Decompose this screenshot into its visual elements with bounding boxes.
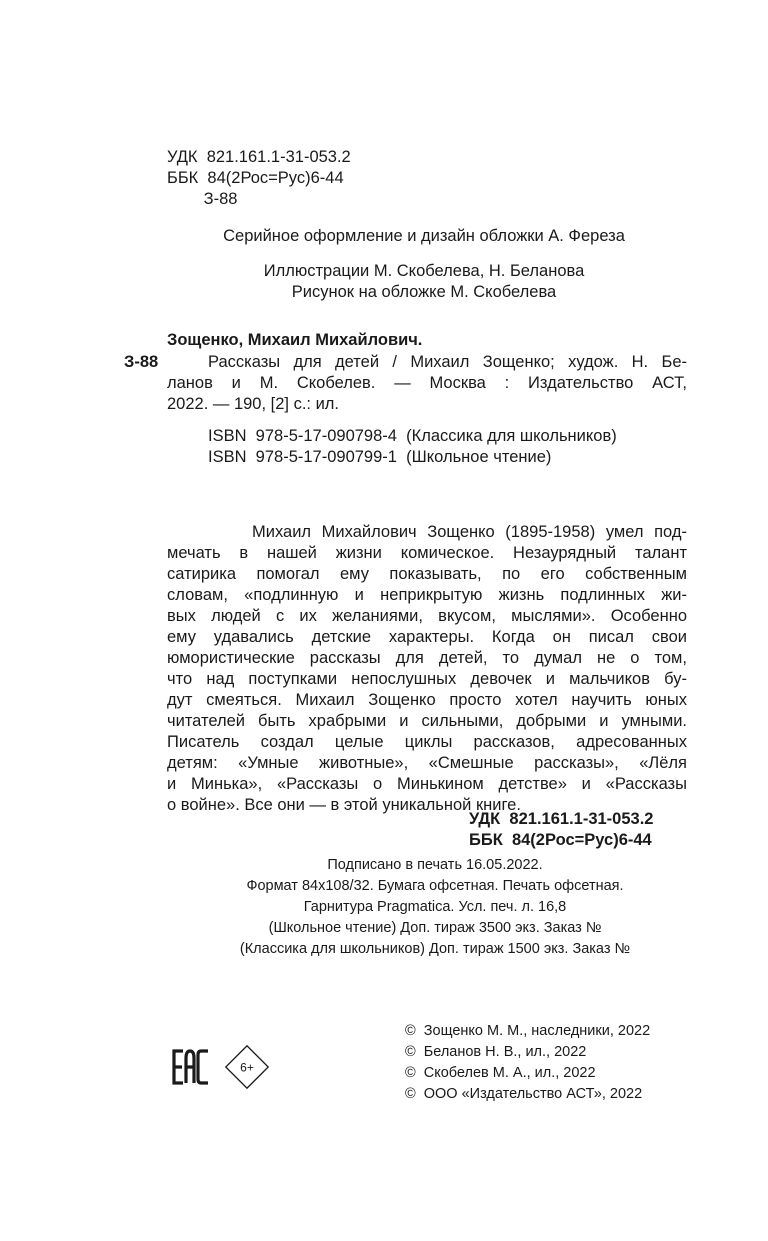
copyright-line: © Скобелев М. А., ил., 2022	[405, 1065, 596, 1081]
annotation-line: читателей быть храбрыми и сильными, добрыми и умными.	[167, 712, 687, 730]
copyright-line: © Беланов Н. В., ил., 2022	[405, 1044, 587, 1060]
isbn-line: ISBN 978-5-17-090799-1 (Школьное чтение)	[208, 448, 552, 466]
imprint-line: (Классика для школьников) Доп. тираж 1500 экз. Заказ №	[239, 941, 631, 957]
bbk-line-bottom: ББК 84(2Рос=Рус)6-44	[469, 831, 652, 849]
annotation-line: сатирика помогал ему показывать, по его собственным	[167, 565, 687, 583]
copyright-block	[405, 1021, 650, 1105]
udk-line-bottom: УДК 821.161.1-31-053.2	[469, 810, 654, 828]
annotation-line: вых людей с их желаниями, вкусом, мыслями». Особенно	[167, 607, 687, 625]
isbn-block	[208, 426, 617, 468]
imprint-line: Гарнитура Pragmatica. Усл. печ. л. 16,8	[303, 899, 567, 915]
bib-line: ланов и М. Скобелев. — Москва : Издательство АСТ,	[167, 374, 687, 392]
imprint-block	[188, 855, 682, 960]
illustration-credits	[0, 261, 768, 303]
author-heading: Зощенко, Михаил Михайлович.	[167, 331, 423, 349]
annotation-line: и Минька», «Рассказы о Минькином детстве» и «Рассказы	[167, 775, 687, 793]
annotation-line: что над поступками непослушных девочек и мальчиков бу-	[167, 670, 687, 688]
imprint-line: Формат 84x108/32. Бумага офсетная. Печать офсетная.	[246, 878, 624, 894]
annotation-line: юмористические рассказы для детей, то думал не о том,	[167, 649, 687, 667]
annotation-line: дут смеяться. Михаил Зощенко просто хотел научить юных	[167, 691, 687, 709]
udk-block-top	[167, 147, 351, 210]
author-mark-line: З-88	[167, 190, 238, 208]
annotation-line: ему удавались детские характеры. Когда он писал свои	[167, 628, 687, 646]
bbk-line: ББК 84(2Рос=Рус)6-44	[167, 169, 344, 187]
eac-logo-icon	[172, 1048, 212, 1091]
cover-drawing-line: Рисунок на обложке М. Скобелева	[291, 283, 557, 301]
annotation-line: Михаил Михайлович Зощенко (1895-1958) умел под-	[167, 523, 687, 541]
age-rating-text: 6+	[240, 1060, 254, 1075]
copyright-line: © ООО «Издательство АСТ», 2022	[405, 1086, 643, 1102]
design-credit: Серийное оформление и дизайн обложки А. Фереза	[223, 227, 625, 245]
author-mark: З-88	[124, 353, 159, 371]
annotation-line: словам, «подлинную и неприкрытую жизнь подлинных жи-	[167, 586, 687, 604]
copyright-line: © Зощенко М. М., наследники, 2022	[405, 1023, 651, 1039]
isbn-line: ISBN 978-5-17-090798-4 (Классика для школьников)	[208, 427, 617, 445]
annotation-line: детям: «Умные животные», «Смешные рассказы», «Лёля	[167, 754, 687, 772]
annotation-line: о войне». Все они — в этой уникальной книге.	[167, 796, 521, 814]
annotation-line: мечать в нашей жизни комическое. Незаурядный талант	[167, 544, 687, 562]
illustrations-line: Иллюстрации М. Скобелева, Н. Беланова	[263, 262, 585, 280]
imprint-line: (Школьное чтение) Доп. тираж 3500 экз. Заказ №	[268, 920, 602, 936]
bib-line: Рассказы для детей / Михаил Зощенко; худож. Н. Бе-	[208, 353, 687, 371]
bibliographic-description	[167, 352, 687, 415]
imprint-line: Подписано в печать 16.05.2022.	[327, 857, 543, 873]
annotation	[167, 522, 687, 816]
annotation-line: Писатель создал целые циклы рассказов, адресованных	[167, 733, 687, 751]
age-rating-badge	[223, 1043, 271, 1096]
udk-block-bottom	[469, 809, 653, 851]
udk-line: УДК 821.161.1-31-053.2	[167, 148, 351, 166]
bib-line: 2022. — 190, [2] с.: ил.	[167, 395, 340, 413]
